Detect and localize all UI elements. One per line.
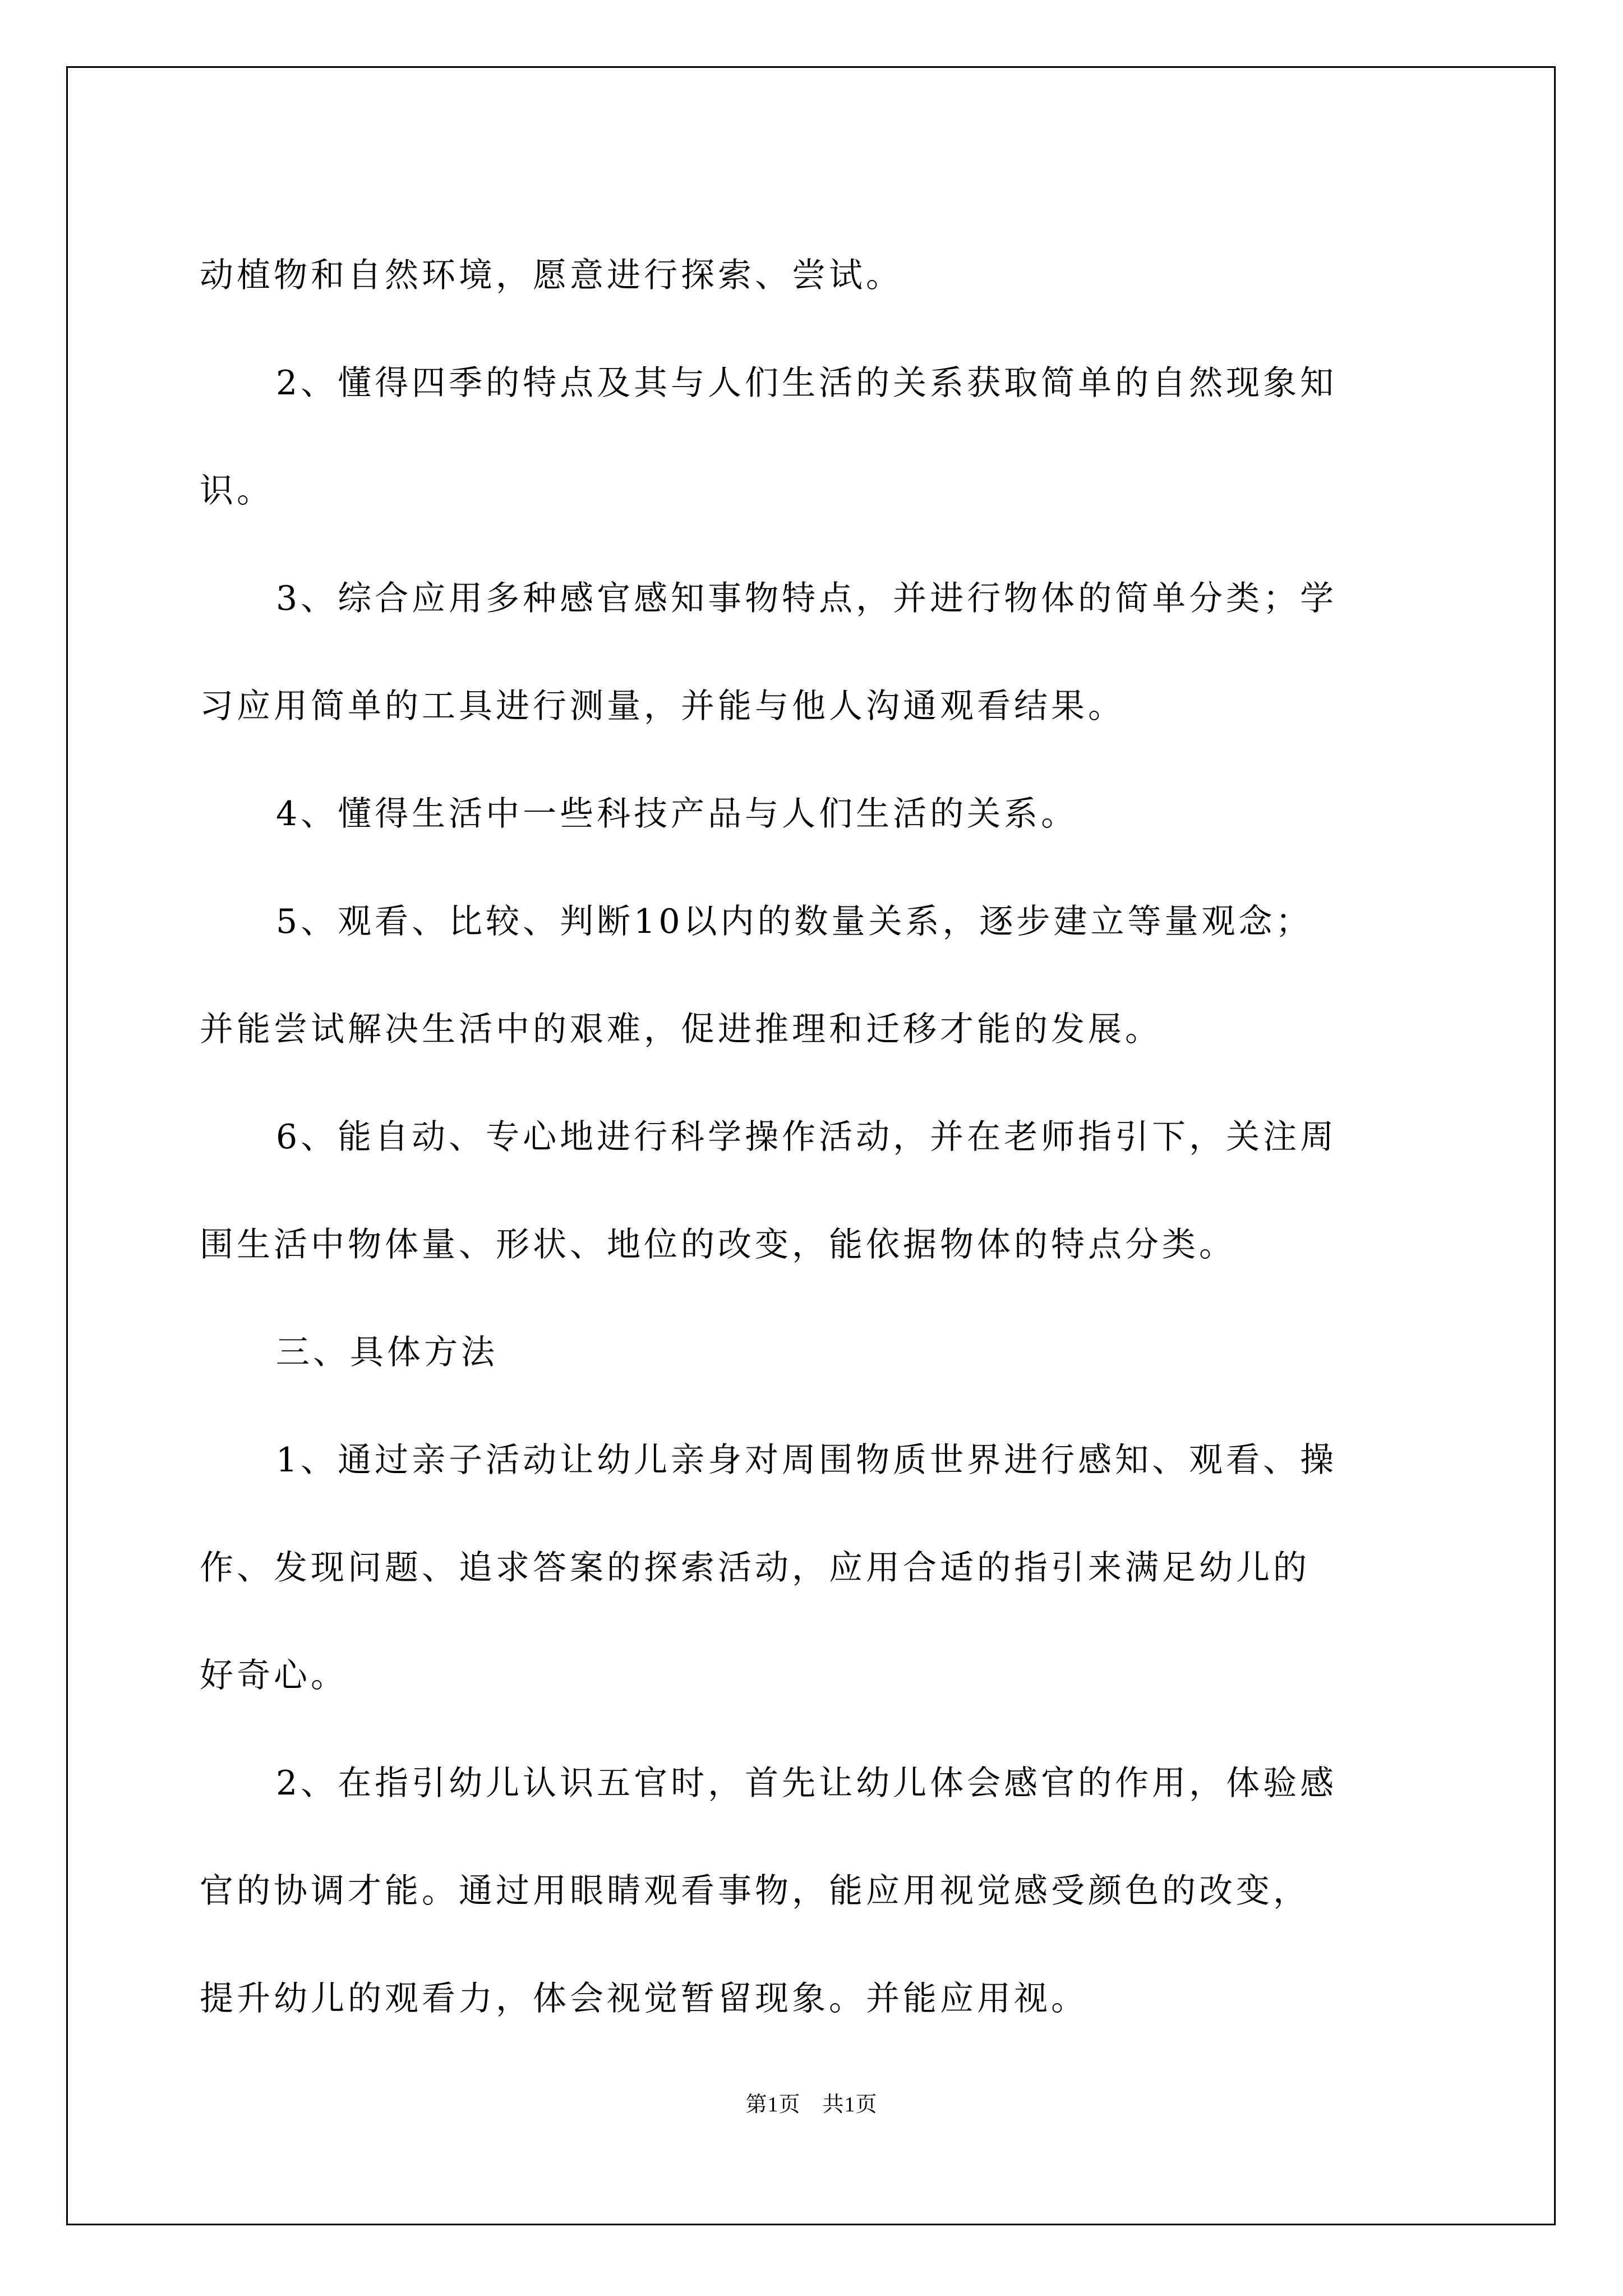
- text-line: 5、观看、比较、判断10以内的数量关系，逐步建立等量观念；: [276, 902, 1313, 941]
- text-line: 识。: [200, 471, 274, 510]
- text-line: 动植物和自然环境，愿意进行探索、尝试。: [200, 256, 903, 295]
- text-line: 6、能自动、专心地进行科学操作活动，并在老师指引下，关注周: [276, 1117, 1338, 1157]
- text-line: 习应用简单的工具进行测量，并能与他人沟通观看结果。: [200, 687, 1125, 726]
- text-line: 1、通过亲子活动让幼儿亲身对周围物质世界进行感知、观看、操: [276, 1441, 1338, 1480]
- text-line: 3、综合应用多种感官感知事物特点，并进行物体的简单分类；学: [276, 579, 1338, 618]
- text-line: 提升幼儿的观看力，体会视觉暂留现象。并能应用视。: [200, 1979, 1088, 2018]
- section-heading: 三、具体方法: [276, 1333, 498, 1372]
- text-line: 2、在指引幼儿认识五官时，首先让幼儿体会感官的作用，体验感: [276, 1764, 1338, 1803]
- page-number-footer: 第1页 共1页: [745, 2093, 878, 2116]
- text-line: 好奇心。: [200, 1656, 348, 1695]
- text-line: 4、懂得生活中一些科技产品与人们生活的关系。: [276, 794, 1078, 834]
- text-line: 官的协调才能。通过用眼睛观看事物，能应用视觉感受颜色的改变，: [200, 1871, 1310, 1911]
- text-line: 2、懂得四季的特点及其与人们生活的关系获取简单的自然现象知: [276, 364, 1338, 403]
- document-body: [200, 222, 1433, 2053]
- text-line: 围生活中物体量、形状、地位的改变，能依据物体的特点分类。: [200, 1225, 1236, 1264]
- text-line: 作、发现问题、追求答案的探索活动，应用合适的指引来满足幼儿的: [200, 1548, 1310, 1588]
- text-line: 并能尝试解决生活中的艰难，促进推理和迁移才能的发展。: [200, 1010, 1162, 1049]
